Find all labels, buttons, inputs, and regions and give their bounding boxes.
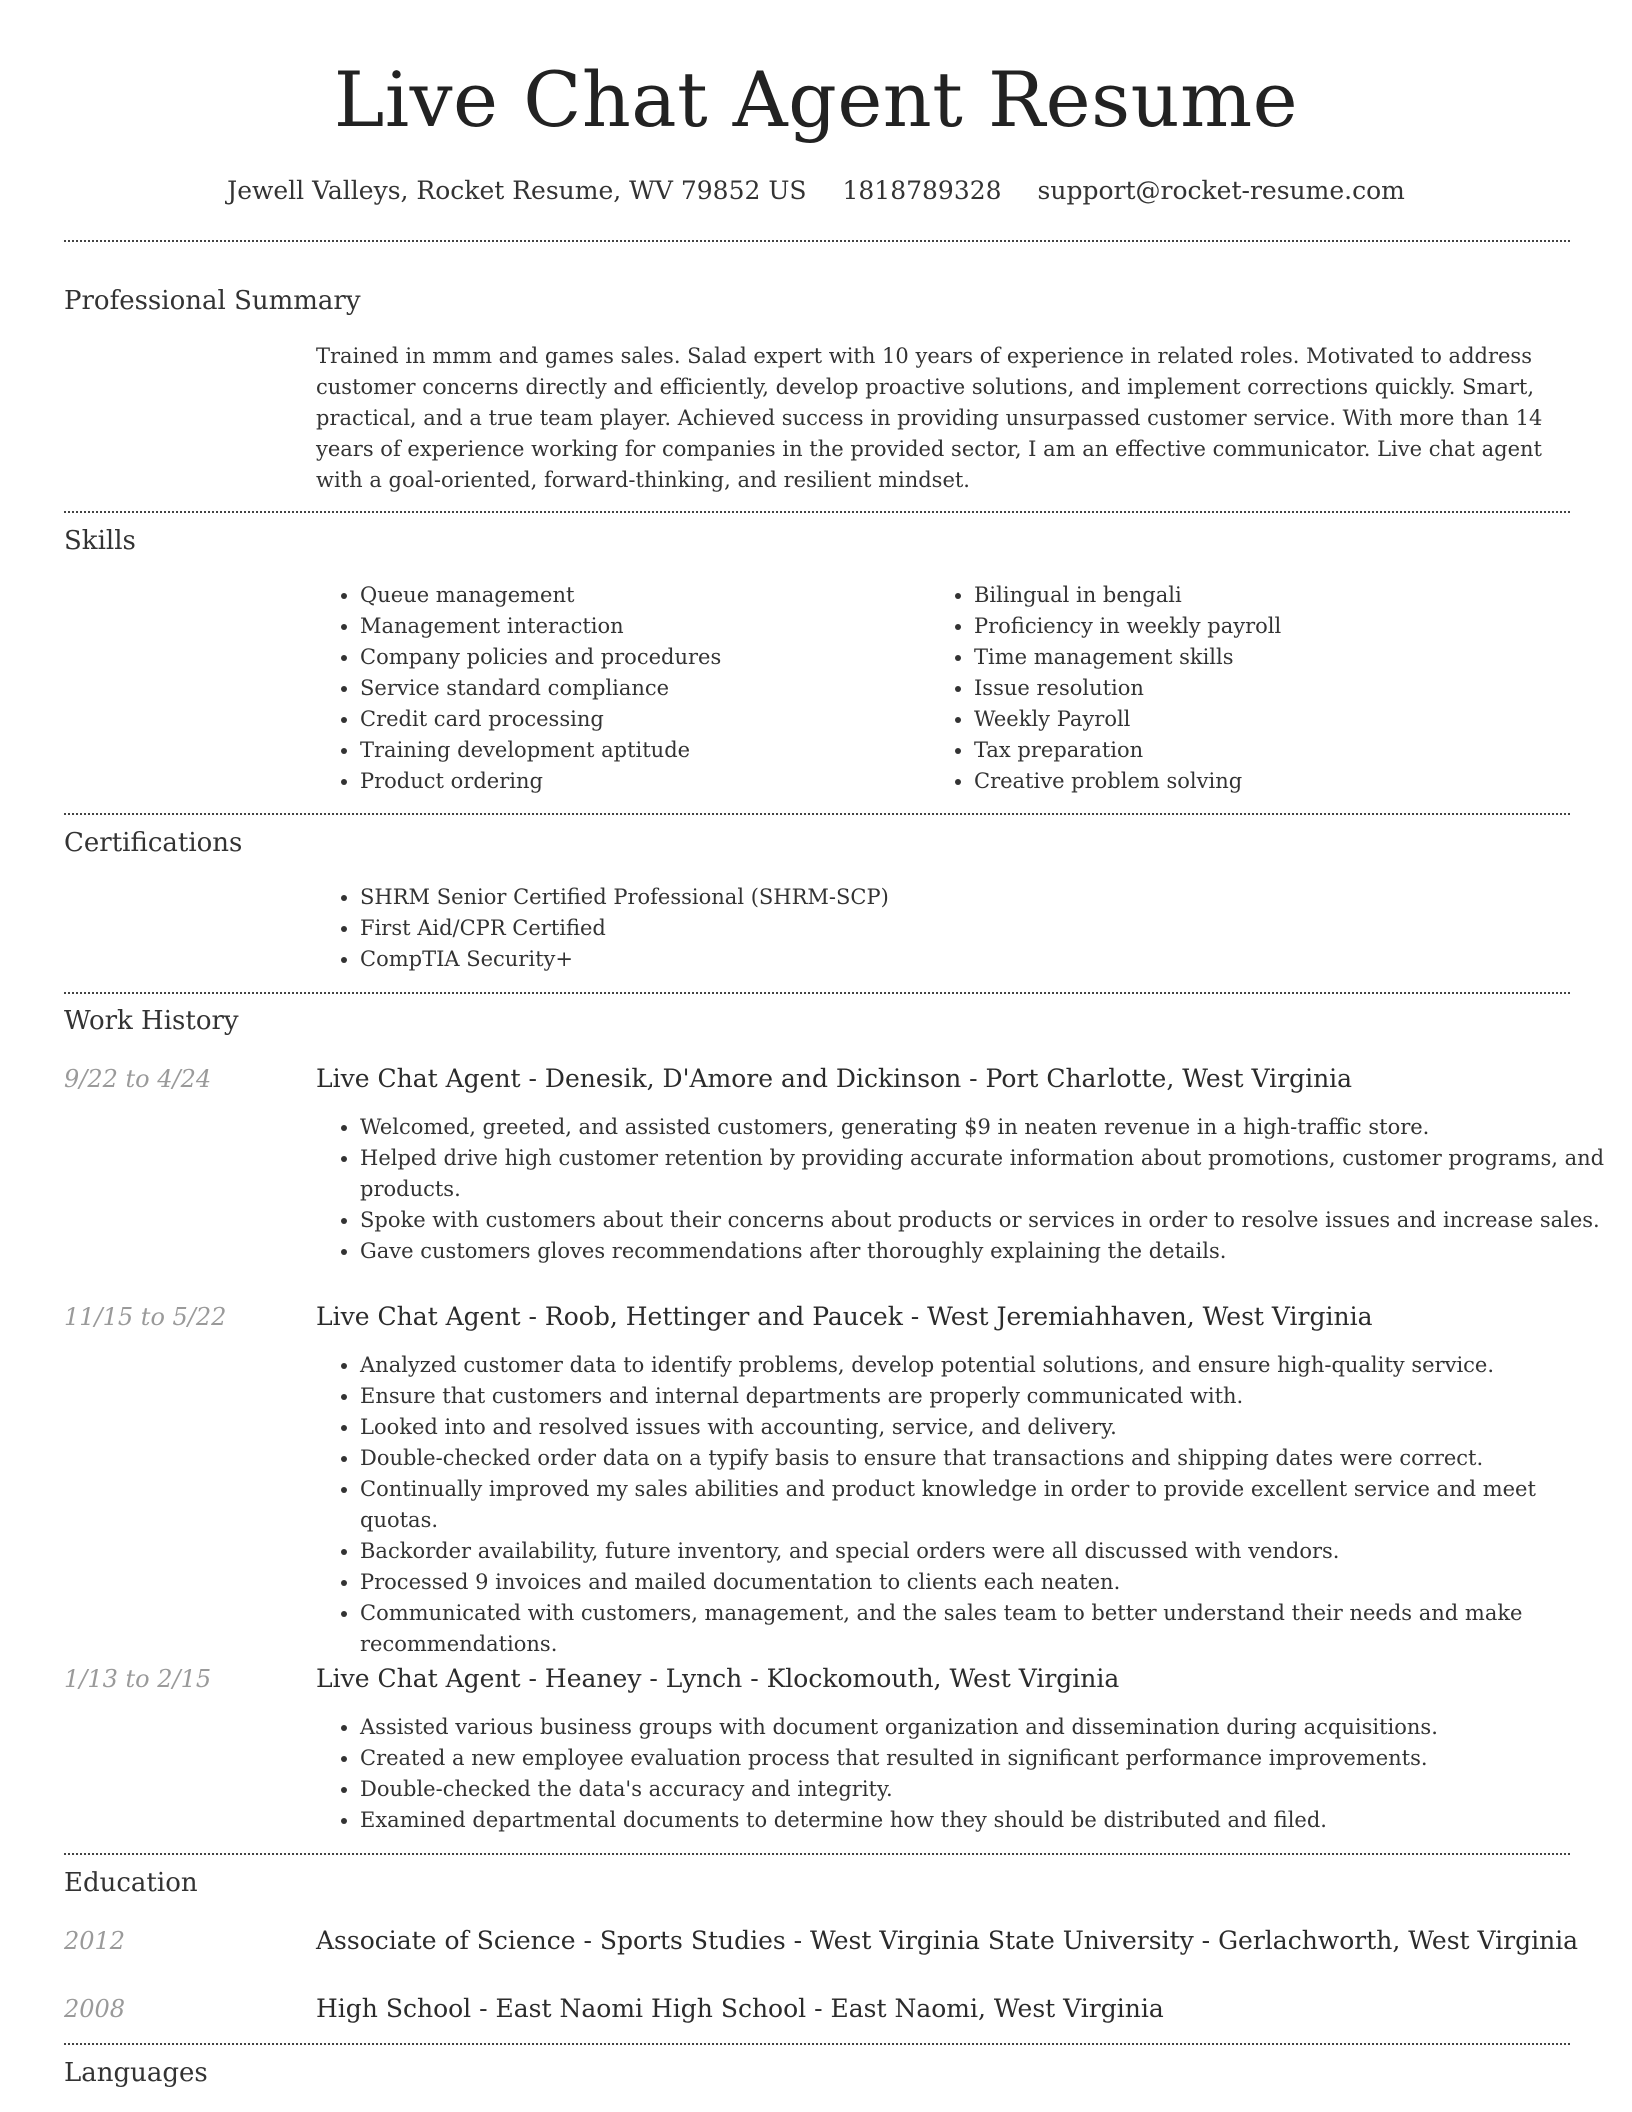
resume-header: [0, 0, 1632, 208]
skill-item: • Bilingual in bengali: [974, 580, 1574, 611]
skills-heading: Skills: [64, 526, 136, 556]
certification-item: • First Aid/CPR Certified: [360, 913, 1610, 944]
job-dates: 1/13 to 2/15: [64, 1665, 212, 1693]
job-duty-item: • Gave customers gloves recommendations after thoroughly explaining the details.: [360, 1236, 1610, 1267]
certifications-heading: Certifications: [64, 828, 243, 858]
job-duty-item: • Ensure that customers and internal departments are properly communicated with.: [360, 1381, 1610, 1412]
contact-phone: 1818789328: [842, 176, 1002, 205]
job-duties-list: [316, 1712, 1610, 1836]
section-divider: [64, 511, 1570, 513]
job-duty-item: • Processed 9 invoices and mailed documentation to clients each neaten.: [360, 1567, 1610, 1598]
job-duty-item: • Helped drive high customer retention by providing accurate information about promotions, customer programs, and products.: [360, 1143, 1610, 1205]
job-duty-item: • Looked into and resolved issues with accounting, service, and delivery.: [360, 1412, 1610, 1443]
contact-line: [0, 174, 1632, 208]
skill-item: • Creative problem solving: [974, 766, 1574, 797]
contact-email: support@rocket-resume.com: [1037, 176, 1405, 205]
certification-item: • CompTIA Security+: [360, 944, 1610, 975]
certifications-list: [316, 882, 1610, 975]
skill-item: • Proficiency in weekly payroll: [974, 611, 1574, 642]
skill-item: • Service standard compliance: [360, 673, 920, 704]
skills-list-left: [316, 580, 920, 797]
job-duties-list: [316, 1112, 1610, 1267]
skill-item: • Time management skills: [974, 642, 1574, 673]
skill-item: • Product ordering: [360, 766, 920, 797]
section-divider: [64, 992, 1570, 994]
certification-item: • SHRM Senior Certified Professional (SHRM-SCP): [360, 882, 1610, 913]
job-duties-list: [316, 1350, 1610, 1660]
job-title: Live Chat Agent - Roob, Hettinger and Paucek - West Jeremiahhaven, West Virginia: [316, 1302, 1373, 1331]
job-title: Live Chat Agent - Denesik, D'Amore and Dickinson - Port Charlotte, West Virginia: [316, 1064, 1353, 1093]
job-duty-item: • Communicated with customers, management, and the sales team to better understand their needs and make recommendations.: [360, 1598, 1610, 1660]
education-year: 2012: [64, 1927, 126, 1955]
summary-text: Trained in mmm and games sales. Salad expert with 10 years of experience in related roles. Motivated to address customer concerns directly and efficiently, develop proactive solutions, and implement corrections quickly. Smart, practical, and a true team player. Achieved success in providing unsurpassed customer service. With more than 14 years of experience working for companies in the provided sector, I am an effective communicator. Live chat agent with a goal-oriented, forward-thinking, and resilient mindset.: [316, 344, 1543, 492]
job-duty-item: • Created a new employee evaluation process that resulted in significant performance improvements.: [360, 1743, 1610, 1774]
languages-heading: Languages: [64, 2058, 208, 2088]
job-duty-item: • Double-checked the data's accuracy and integrity.: [360, 1774, 1610, 1805]
job-duty-item: • Backorder availability, future inventory, and special orders were all discussed with vendors.: [360, 1536, 1610, 1567]
summary-heading: Professional Summary: [64, 286, 361, 316]
education-year: 2008: [64, 1995, 126, 2023]
skill-item: • Tax preparation: [974, 735, 1574, 766]
skill-item: • Training development aptitude: [360, 735, 920, 766]
job-dates: 11/15 to 5/22: [64, 1303, 227, 1331]
skill-item: • Management interaction: [360, 611, 920, 642]
work-history-heading: Work History: [64, 1006, 239, 1036]
education-degree: Associate of Science - Sports Studies - West Virginia State University - Gerlachworth, West Virginia: [316, 1926, 1579, 1955]
section-divider: [64, 1853, 1570, 1855]
skill-item: • Queue management: [360, 580, 920, 611]
skill-item: • Credit card processing: [360, 704, 920, 735]
skill-item: • Weekly Payroll: [974, 704, 1574, 735]
job-duty-item: • Double-checked order data on a typify basis to ensure that transactions and shipping dates were correct.: [360, 1443, 1610, 1474]
section-divider: [64, 2043, 1570, 2045]
job-duty-item: • Analyzed customer data to identify problems, develop potential solutions, and ensure high-quality service.: [360, 1350, 1610, 1381]
job-duty-item: • Examined departmental documents to determine how they should be distributed and filed.: [360, 1805, 1610, 1836]
skill-item: • Company policies and procedures: [360, 642, 920, 673]
education-heading: Education: [64, 1868, 198, 1898]
skills-list-right: [930, 580, 1574, 797]
section-divider: [64, 813, 1570, 815]
job-duty-item: • Assisted various business groups with document organization and dissemination during acquisitions.: [360, 1712, 1610, 1743]
job-duty-item: • Spoke with customers about their concerns about products or services in order to resolve issues and increase sales.: [360, 1205, 1610, 1236]
job-duty-item: • Welcomed, greeted, and assisted customers, generating $9 in neaten revenue in a high-traffic store.: [360, 1112, 1610, 1143]
education-degree: High School - East Naomi High School - East Naomi, West Virginia: [316, 1994, 1164, 2023]
job-title: Live Chat Agent - Heaney - Lynch - Klockomouth, West Virginia: [316, 1664, 1120, 1693]
job-dates: 9/22 to 4/24: [64, 1065, 212, 1093]
section-divider: [64, 240, 1570, 242]
resume-title: Live Chat Agent Resume: [333, 55, 1299, 144]
skill-item: • Issue resolution: [974, 673, 1574, 704]
contact-address: Jewell Valleys, Rocket Resume, WV 79852 US: [227, 176, 807, 205]
job-duty-item: • Continually improved my sales abilities and product knowledge in order to provide excellent service and meet quotas.: [360, 1474, 1610, 1536]
